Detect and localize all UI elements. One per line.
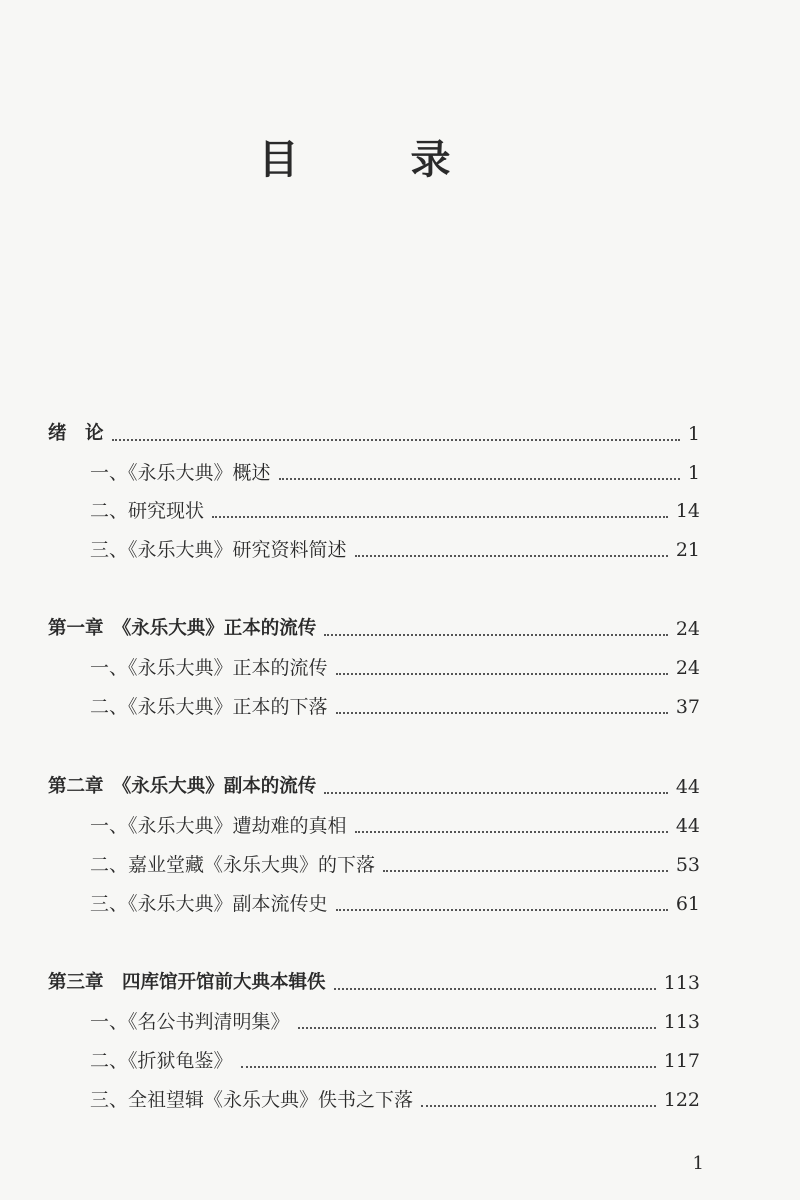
toc-entry-page-number: 122 (663, 1089, 700, 1111)
toc-entry-page-number: 113 (663, 1011, 700, 1033)
dot-leader (355, 831, 668, 833)
toc-entry-page-number: 113 (663, 972, 700, 994)
toc-chapter-entry (48, 614, 700, 644)
dot-leader (334, 988, 656, 990)
toc-entry-page-number: 1 (687, 462, 700, 484)
toc-section-entry (90, 1046, 700, 1076)
toc-entry-page-number: 44 (675, 776, 700, 798)
toc-section-entry (90, 850, 700, 880)
toc-entry-label: 一、《永乐大典》概述 (90, 462, 271, 484)
dot-leader (336, 673, 668, 675)
toc-entry-label: 二、《折狱龟鉴》 (90, 1050, 233, 1072)
dot-leader (355, 555, 668, 557)
toc-section-entry (90, 1007, 700, 1037)
toc-entry-page-number: 24 (675, 618, 700, 640)
toc-entry-page-number: 24 (675, 657, 700, 679)
toc-entry-label: 三、《永乐大典》研究资料简述 (90, 539, 347, 561)
dot-leader (336, 909, 668, 911)
toc-entry-page-number: 37 (675, 696, 700, 718)
toc-chapter-entry (48, 419, 700, 449)
dot-leader (112, 439, 680, 441)
toc-entry-page-number: 117 (663, 1050, 700, 1072)
toc-section-entry (90, 653, 700, 683)
toc-entry-page-number: 1 (687, 423, 700, 445)
dot-leader (324, 634, 668, 636)
toc-section-entry (90, 889, 700, 919)
dot-leader (421, 1105, 656, 1107)
toc-entry-page-number: 21 (675, 539, 700, 561)
dot-leader (212, 516, 668, 518)
toc-chapter-entry (48, 772, 700, 802)
footer-page-number: 1 (692, 1153, 704, 1174)
dot-leader (241, 1066, 656, 1068)
toc-entry-page-number: 14 (675, 500, 700, 522)
toc-entry-label: 三、全祖望辑《永乐大典》佚书之下落 (90, 1089, 414, 1111)
toc-entry-label: 一、《永乐大典》遭劫难的真相 (90, 815, 347, 837)
toc-entry-label: 一、《名公书判清明集》 (90, 1011, 290, 1033)
toc-entry-label: 第二章 《永乐大典》副本的流传 (48, 776, 317, 797)
toc-entry-label: 三、《永乐大典》副本流传史 (90, 893, 328, 915)
toc-entry-label: 绪 论 (48, 423, 104, 444)
toc-section-entry (90, 496, 700, 526)
toc-entry-label: 一、《永乐大典》正本的流传 (90, 657, 328, 679)
toc-entry-label: 二、嘉业堂藏《永乐大典》的下落 (90, 854, 376, 876)
toc-section-entry (90, 535, 700, 565)
toc-entry-label: 第三章 四库馆开馆前大典本辑佚 (48, 972, 326, 993)
toc-entry-label: 第一章 《永乐大典》正本的流传 (48, 618, 317, 639)
dot-leader (298, 1027, 656, 1029)
page-title: 目 录 (258, 136, 487, 183)
toc-section-entry (90, 811, 700, 841)
toc-section-entry (90, 458, 700, 488)
toc-entry-page-number: 44 (675, 815, 700, 837)
dot-leader (336, 712, 668, 714)
toc-chapter-entry (48, 968, 700, 998)
toc-entry-label: 二、研究现状 (90, 500, 205, 522)
toc-section-entry (90, 1085, 700, 1115)
toc-section-entry (90, 692, 700, 722)
toc-entry-page-number: 61 (675, 893, 700, 915)
dot-leader (279, 478, 680, 480)
dot-leader (383, 870, 668, 872)
dot-leader (324, 792, 668, 794)
toc-entry-page-number: 53 (675, 854, 700, 876)
toc-entry-label: 二、《永乐大典》正本的下落 (90, 696, 328, 718)
